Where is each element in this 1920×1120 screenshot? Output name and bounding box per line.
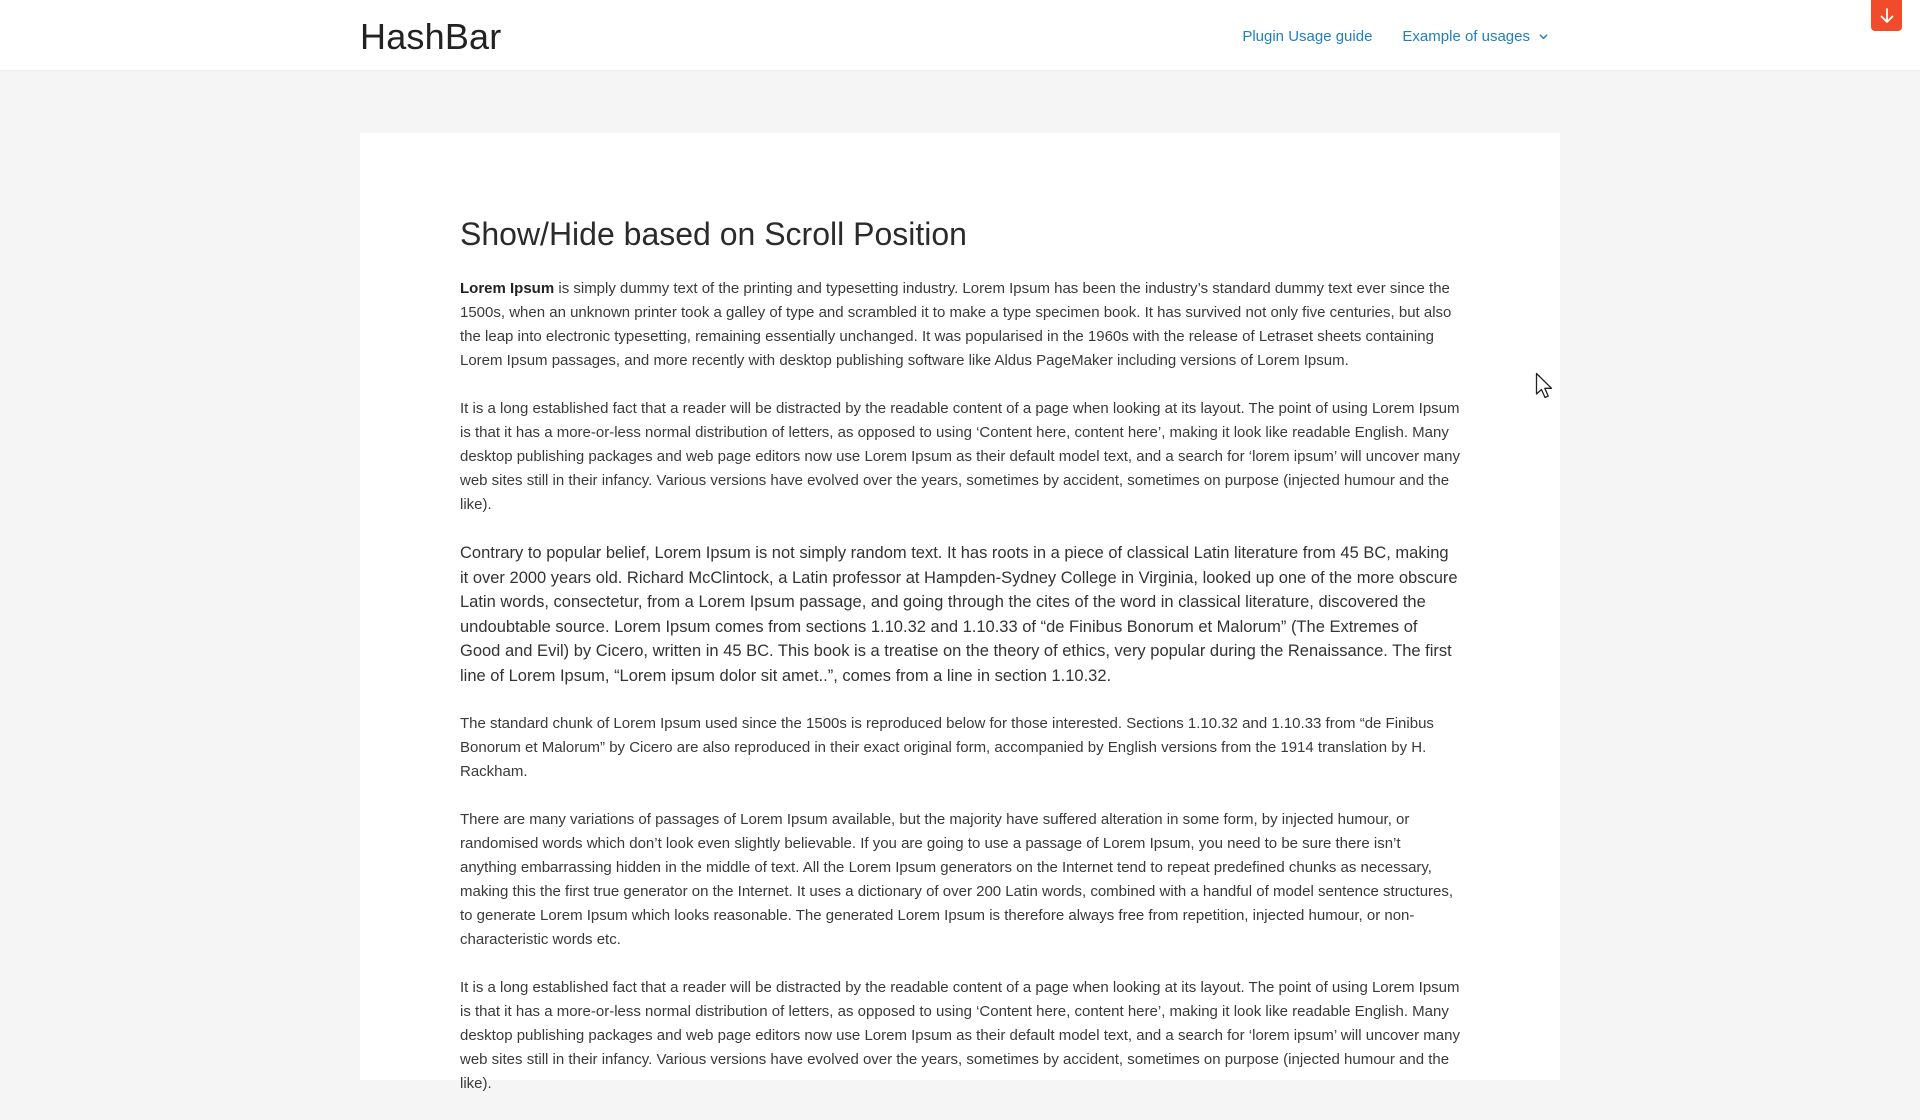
article-paragraph-4: The standard chunk of Lorem Ipsum used since the 1500s is reproduced below for those interested. Sections 1.10.32 and 1.10.33 from “de Finibus Bonorum et Malorum” by Cicero are also reproduced in their exact original form, accompanied by English versions from the 1914 translation by H. Rackham. <box>460 715 1434 781</box>
mouse-cursor-icon <box>1535 372 1555 400</box>
arrow-down-icon <box>1879 7 1895 25</box>
article-content <box>460 215 1460 1120</box>
nav-item-label: Plugin Usage guide <box>1242 28 1373 45</box>
article-paragraph-1 <box>460 277 1460 373</box>
bold-text: Lorem Ipsum <box>460 280 555 298</box>
chevron-down-icon <box>1538 31 1549 42</box>
paragraph-text: is simply dummy text of the printing and typesetting industry. Lorem Ipsum has been the industry’s standard dummy text ever since the 1500s, when an unknown printer took a galley of type and scrambled it to make a type specimen book. It has survived not only five centuries, but also the leap into electronic typesetting, remaining essentially unchanged. It was popularised in the 1960s with the release of Letraset sheets containing Lorem Ipsum passages, and more recently with desktop publishing software like Aldus PageMaker including versions of Lorem Ipsum. <box>460 280 1452 370</box>
hashbar-toggle-button[interactable] <box>1871 0 1902 31</box>
article-paragraph-6: It is a long established fact that a reader will be distracted by the readable content of a page when looking at its layout. The point of using Lorem Ipsum is that it has a more-or-less normal distribution of letters, as opposed to using ‘Content here, content here’, making it look like readable English. Many desktop publishing packages and web page editors now use Lorem Ipsum as their default model text, and a search for ‘lorem ipsum’ will uncover many web sites still in their infancy. Various versions have evolved over the years, sometimes by accident, sometimes on purpose (injected humour and the like). <box>460 979 1460 1093</box>
nav-item-plugin-usage-guide[interactable] <box>1242 28 1372 45</box>
article-paragraph-2: It is a long established fact that a reader will be distracted by the readable content of a page when looking at its layout. The point of using Lorem Ipsum is that it has a more-or-less normal distribution of letters, as opposed to using ‘Content here, content here’, making it look like readable English. Many desktop publishing packages and web page editors now use Lorem Ipsum as their default model text, and a search for ‘lorem ipsum’ will uncover many web sites still in their infancy. Various versions have evolved over the years, sometimes by accident, sometimes on purpose (injected humour and the like). <box>460 400 1460 514</box>
nav-item-example-of-usages[interactable] <box>1402 28 1549 45</box>
article-card <box>360 133 1560 1093</box>
site-logo[interactable]: HashBar <box>360 16 502 57</box>
site-header <box>0 0 1920 71</box>
article-paragraph-3: Contrary to popular belief, Lorem Ipsum is not simply random text. It has roots in a piece of classical Latin literature from 45 BC, making it over 2000 years old. Richard McClintock, a Latin professor at Hampden-Sydney College in Virginia, looked up one of the more obscure Latin words, consectetur, from a Lorem Ipsum passage, and going through the cites of the word in classical literature, discovered the undoubtable source. Lorem Ipsum comes from sections 1.10.32 and 1.10.33 of “de Finibus Bonorum et Malorum” (The Extremes of Good and Evil) by Cicero, written in 45 BC. This book is a treatise on the theory of ethics, very popular during the Renaissance. The first line of Lorem Ipsum, “Lorem ipsum dolor sit amet..”, comes from a line in section 1.10.32. <box>460 544 1458 685</box>
nav-item-label: Example of usages <box>1402 28 1530 45</box>
page-title: Show/Hide based on Scroll Position <box>460 216 967 252</box>
main-navigation <box>1242 28 1549 45</box>
article-paragraph-5: There are many variations of passages of Lorem Ipsum available, but the majority have suffered alteration in some form, by injected humour, or randomised words which don’t look even slightly believable. If you are going to use a passage of Lorem Ipsum, you need to be sure there isn’t anything embarrassing hidden in the middle of text. All the Lorem Ipsum generators on the Internet tend to repeat predefined chunks as necessary, making this the first true generator on the Internet. It uses a dictionary of over 200 Latin words, combined with a handful of model sentence structures, to generate Lorem Ipsum which looks reasonable. The generated Lorem Ipsum is therefore always free from repetition, injected humour, or non-characteristic words etc. <box>460 811 1454 949</box>
